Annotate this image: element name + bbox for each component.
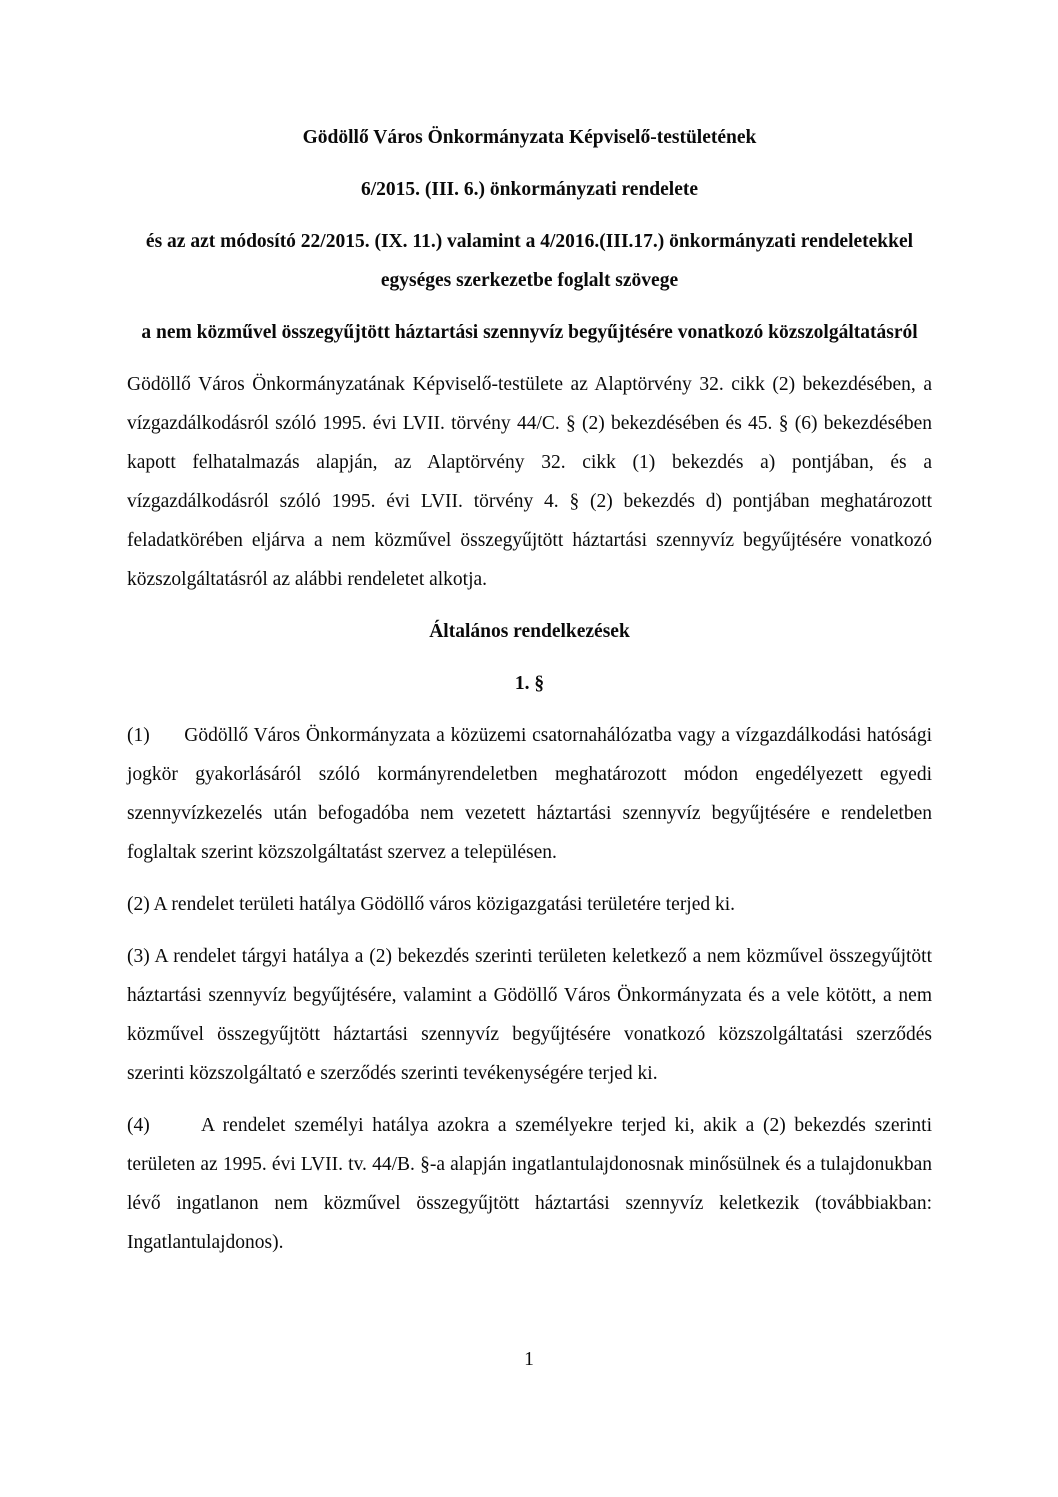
paragraph-2: (2) A rendelet területi hatálya Gödöllő város közigazgatási területére terjed ki.: [127, 894, 736, 915]
preamble-paragraph: Gödöllő Város Önkormányzatának Képviselő-testülete az Alaptörvény 32. cikk (2) bekezdésében, a vízgazdálkodásról szóló 1995. évi LVII. törvény 44/C. § (2) bekezdésében és 45. § (6) bekezdésében kapott felhatalmazás alapján, az Alaptörvény 32. cikk (1) bekezdés a) pontjában, és a vízgazdálkodásról szóló 1995. évi LVII. törvény 4. § (2) bekezdés d) pontjában meghatározott feladatkörében eljárva a nem közművel összegyűjtött háztartási szennyvíz begyűjtésére vonatkozó közszolgáltatásról az alábbi rendeletet alkotja.: [127, 374, 932, 590]
doc-title-amendments: és az azt módosító 22/2015. (IX. 11.) valamint a 4/2016.(III.17.) önkormányzati rendeletekkel egységes szerkezetbe foglalt szövege: [145, 231, 914, 291]
doc-title-authority: Gödöllő Város Önkormányzata Képviselő-testületének: [302, 127, 757, 148]
paragraph-1: (1) Gödöllő Város Önkormányzata a közüzemi csatornahálózatba vagy a vízgazdálkodási hatósági jogkör gyakorlásáról szóló kormányrendeletben meghatározott módon engedélyezett egyedi szennyvízkezelés után befogadóba nem vezetett háztartási szennyvíz begyűjtésére e rendeletben foglaltak szerint közszolgáltatást szervez a településen.: [127, 725, 932, 863]
paragraph-4: (4) A rendelet személyi hatálya azokra a személyekre terjed ki, akik a (2) bekezdés szerinti területen az 1995. évi LVII. tv. 44/B. §-a alapján ingatlantulajdonosnak minősülnek és a tulajdonukban lévő ingatlanon nem közművel összegyűjtött háztartási szennyvíz keletkezik (továbbiakban: Ingatlantulajdonos).: [127, 1115, 932, 1253]
document-body: [127, 365, 932, 1262]
paragraph-3: (3) A rendelet tárgyi hatálya a (2) bekezdés szerinti területen keletkező a nem közművel összegyűjtött háztartási szennyvíz begyűjtésére, valamint a Gödöllő Város Önkormányzata és a vele kötött, a nem közművel összegyűjtött háztartási szennyvíz begyűjtésére vonatkozó közszolgáltatási szerződés szerinti közszolgáltató e szerződés szerinti tevékenységére terjed ki.: [127, 946, 932, 1084]
page-number: 1: [524, 1349, 534, 1370]
section-number-heading: 1. §: [514, 673, 545, 694]
section-heading: Általános rendelkezések: [429, 621, 630, 642]
doc-title-decree-number: 6/2015. (III. 6.) önkormányzati rendelete: [360, 179, 699, 200]
doc-title-subject: a nem közművel összegyűjtött háztartási szennyvíz begyűjtésére vonatkozó közszolgáltatásról: [141, 322, 918, 343]
document-header: [127, 118, 932, 352]
